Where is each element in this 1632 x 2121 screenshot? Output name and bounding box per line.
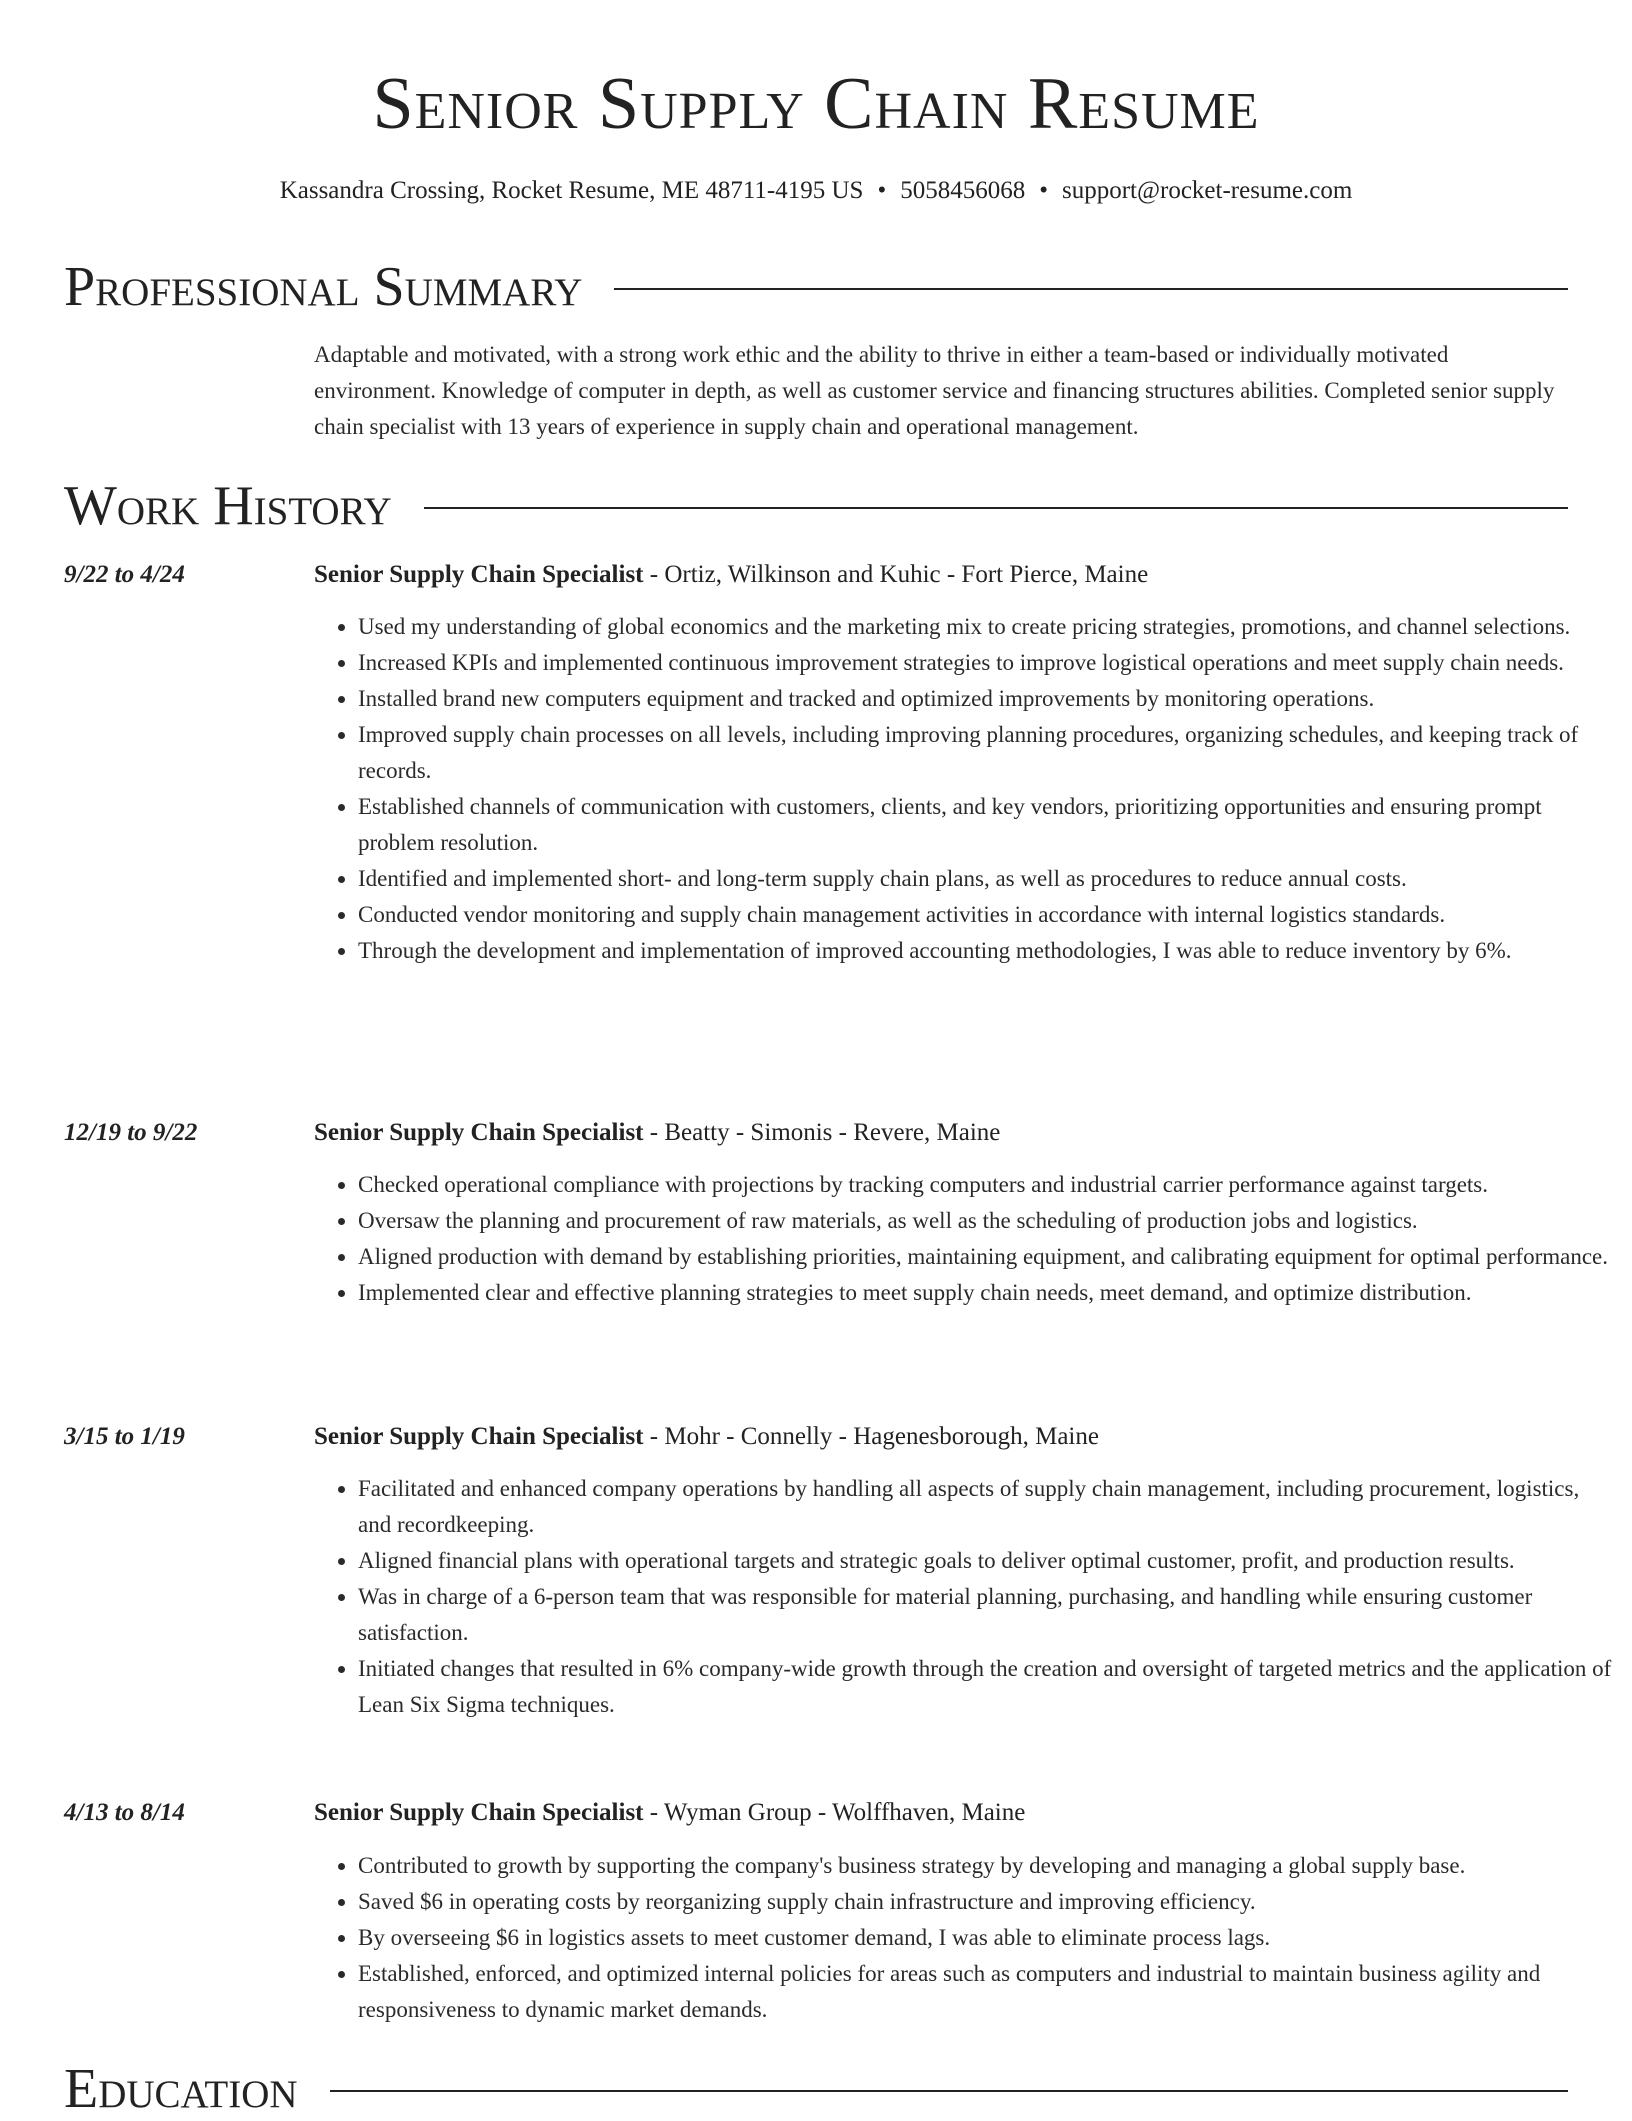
section-title: Professional Summary — [64, 256, 583, 318]
contact-separator: • — [877, 177, 887, 204]
job-position: Senior Supply Chain Specialist — [314, 1119, 644, 1146]
section-title: Education — [64, 2058, 298, 2120]
job-bullet: • Contributed to growth by supporting the company's business strategy by developing and managing a global supply base. — [358, 1848, 1612, 1884]
job-header — [314, 1420, 1568, 1454]
job-company: - Ortiz, Wilkinson and Kuhic - Fort Pierce, Maine — [643, 561, 1149, 588]
summary-text: Adaptable and motivated, with a strong work ethic and the ability to thrive in either a team-based or individually motivated environment. Knowledge of computer in depth, as well as customer service and financing structures abilities. Completed senior supply chain specialist with 13 years of experience in supply chain and operational management. — [314, 342, 1555, 439]
section-rule — [330, 2090, 1568, 2092]
work-history-heading — [64, 474, 1568, 538]
job-bullet: • Used my understanding of global economics and the marketing mix to create pricing strategies, promotions, and channel selections. — [358, 609, 1612, 645]
job-dates: 12/19 to 9/22 — [64, 1119, 198, 1146]
job-position: Senior Supply Chain Specialist — [314, 1799, 644, 1826]
job-bullet: • Saved $6 in operating costs by reorganizing supply chain infrastructure and improving efficiency. — [358, 1884, 1612, 1920]
section-rule — [614, 288, 1568, 290]
education-heading — [64, 2057, 1568, 2121]
job-position: Senior Supply Chain Specialist — [314, 1423, 644, 1450]
job-bullet: • Oversaw the planning and procurement of raw materials, as well as the scheduling of production jobs and logistics. — [358, 1203, 1612, 1239]
job-bullet: • Was in charge of a 6-person team that was responsible for material planning, purchasing, and handling while ensuring customer satisfaction. — [358, 1579, 1612, 1651]
contact-separator: • — [1039, 177, 1048, 204]
job-dates: 3/15 to 1/19 — [64, 1423, 185, 1450]
job-header — [314, 1796, 1568, 1830]
contact-address: Kassandra Crossing, Rocket Resume, ME 48711-4195 US — [279, 177, 864, 204]
job-bullet: • Increased KPIs and implemented continuous improvement strategies to improve logistical operations and meet supply chain needs. — [358, 645, 1612, 681]
job-bullet: • Facilitated and enhanced company operations by handling all aspects of supply chain management, including procurement, logistics, and recordkeeping. — [358, 1471, 1612, 1543]
job-dates: 4/13 to 8/14 — [64, 1799, 185, 1826]
section-rule — [424, 507, 1568, 509]
contact-email: support@rocket-resume.com — [1061, 177, 1353, 204]
contact-phone: 5058456068 — [900, 177, 1026, 204]
job-bullet: • Conducted vendor monitoring and supply chain management activities in accordance with internal logistics standards. — [358, 897, 1612, 933]
job-bullet: • Through the development and implementation of improved accounting methodologies, I was able to reduce inventory by 6%. — [358, 933, 1612, 969]
job-bullets — [314, 609, 1612, 969]
job-dates: 9/22 to 4/24 — [64, 561, 185, 588]
job-position: Senior Supply Chain Specialist — [314, 561, 644, 588]
job-bullets — [314, 1848, 1612, 2028]
job-header — [314, 558, 1568, 592]
job-bullet: • Installed brand new computers equipment and tracked and optimized improvements by monitoring operations. — [358, 681, 1612, 717]
job-bullet: • Established, enforced, and optimized internal policies for areas such as computers and industrial to maintain business agility and responsiveness to dynamic market demands. — [358, 1956, 1612, 2028]
job-bullets — [314, 1471, 1612, 1723]
contact-line — [0, 175, 1632, 207]
section-title: Work History — [64, 475, 392, 537]
job-company: - Beatty - Simonis - Revere, Maine — [643, 1119, 1001, 1146]
professional-summary-heading — [64, 255, 1568, 319]
job-bullet: • Established channels of communication with customers, clients, and key vendors, prioritizing opportunities and ensuring prompt problem resolution. — [358, 789, 1612, 861]
job-bullet: • Checked operational compliance with projections by tracking computers and industrial carrier performance against targets. — [358, 1167, 1612, 1203]
job-bullet: • Initiated changes that resulted in 6% company-wide growth through the creation and oversight of targeted metrics and the application of Lean Six Sigma techniques. — [358, 1651, 1612, 1723]
job-company: - Mohr - Connelly - Hagenesborough, Maine — [643, 1423, 1099, 1450]
job-company: - Wyman Group - Wolffhaven, Maine — [643, 1799, 1026, 1826]
job-bullet: • Identified and implemented short- and long-term supply chain plans, as well as procedures to reduce annual costs. — [358, 861, 1612, 897]
job-header — [314, 1116, 1568, 1150]
job-bullet: • By overseeing $6 in logistics assets to meet customer demand, I was able to eliminate process lags. — [358, 1920, 1612, 1956]
resume-title: Senior Supply Chain Resume — [372, 63, 1260, 145]
job-bullet: • Aligned financial plans with operational targets and strategic goals to deliver optimal customer, profit, and production results. — [358, 1543, 1612, 1579]
job-bullets — [314, 1167, 1612, 1311]
job-bullet: • Aligned production with demand by establishing priorities, maintaining equipment, and calibrating equipment for optimal performance. — [358, 1239, 1612, 1275]
job-bullet: • Improved supply chain processes on all levels, including improving planning procedures, organizing schedules, and keeping track of records. — [358, 717, 1612, 789]
job-bullet: • Implemented clear and effective planning strategies to meet supply chain needs, meet demand, and optimize distribution. — [358, 1275, 1612, 1311]
